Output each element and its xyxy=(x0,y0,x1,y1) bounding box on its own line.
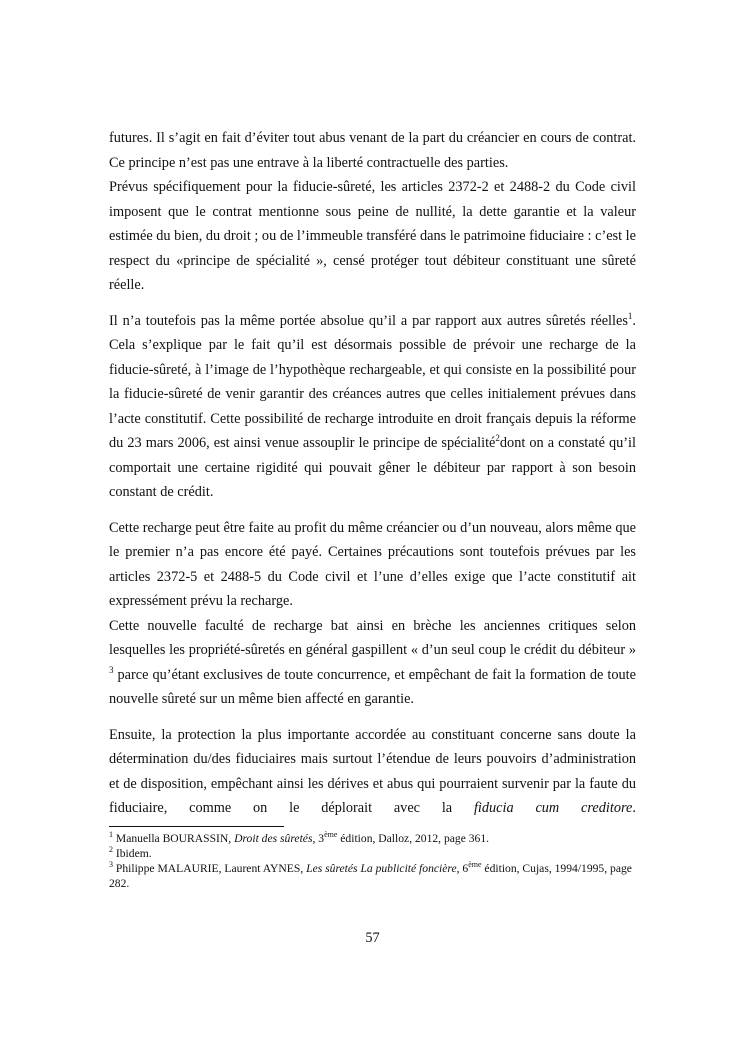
footnote-text: édition, Dalloz, 2012, page 361. xyxy=(337,831,490,845)
footnote-superscript: ème xyxy=(468,859,482,869)
paragraph-recharge-intro xyxy=(109,309,636,505)
paragraph-text: futures. Il s’agit en fait d’éviter tout abus venant de la part du créancier en cours de contrat. Ce principe n’est pas une entrave à la liberté contractuelle des parties. xyxy=(109,130,636,171)
footnote-number: 3 xyxy=(109,859,113,869)
footnote-1 xyxy=(109,831,636,846)
footnote-2 xyxy=(109,846,636,861)
footnote-title: Les sûretés La publicité foncière xyxy=(306,861,457,875)
footnote-ref-1: 1 xyxy=(627,310,633,321)
paragraph-text: Cette nouvelle faculté de recharge bat ainsi en brèche les anciennes critiques selon lesquelles les propriété-sûretés en général gaspillent « d’un seul coup le crédit du débiteur » xyxy=(109,617,636,658)
footnote-ref-2: 2 xyxy=(495,433,500,444)
footnote-text: 3 xyxy=(315,831,325,845)
paragraph-text: Ensuite, la protection la plus importante accordée au constituant concerne sans doute la détermination du/des fiduciaires mais surtout l’étendue de leurs pouvoirs d’administration et de disposition, empêchant ainsi les dérives et abus qui pourraient survenir par la faute du fiduciaire, comme on le déplorait avec la xyxy=(109,726,636,816)
paragraph-text: . Cela s’explique par le fait qu’il est désormais possible de prévoir une recharge de la fiducie-sûreté, à l’image de l’hypothèque rechargeable, et qui consiste en la possibilité pour la fiducie-sûreté de venir garantir des créances autres que celles initialement prévues dans l’acte constitutif. Cette possibilité de recharge introduite en droit français depuis la réforme du 23 mars 2006, est ainsi venue assouplir le principe de spécialité xyxy=(109,312,636,451)
paragraph-text: Cette recharge peut être faite au profit du même créancier ou d’un nouveau, alors même que le premier n’a pas encore été payé. Certaines précautions sont toutefois prévues par les articles 2372-5 et 2488-5 du Code civil et l’une d’elles exige que l’acte constitutif ait expressément prévu la recharge. xyxy=(109,519,636,609)
footnote-ref-3: 3 xyxy=(109,664,114,675)
page-number: 57 xyxy=(365,930,380,946)
footnote-title: Droit des sûretés, xyxy=(234,831,316,845)
footnote-text: , 6 xyxy=(456,861,469,875)
document-page xyxy=(109,126,636,891)
paragraph-text: Prévus spécifiquement pour la fiducie-sûreté, les articles 2372-2 et 2488-2 du Code civil imposent que le contrat mentionne sous peine de nullité, la dette garantie et la valeur estimée du bien, du droit ; ou de l’immeuble transféré dans le patrimoine fiduciaire : c’est le respect du «principe de spécialité », censé protéger tout débiteur constituant une sûreté réelle. xyxy=(109,179,636,293)
footnote-text: Ibidem. xyxy=(113,846,152,860)
paragraph-recharge-creancier xyxy=(109,516,636,614)
footnote-3 xyxy=(109,861,636,891)
footnote-text: Manuella BOURASSIN, xyxy=(113,831,235,845)
paragraph-faculte-recharge xyxy=(109,614,636,712)
paragraph-specialite xyxy=(109,175,636,298)
footnote-number: 2 xyxy=(109,844,113,854)
paragraph-text: parce qu’étant exclusives de toute concurrence, et empêchant de fait la formation de toute nouvelle sûreté sur un même bien affecté en garantie. xyxy=(109,666,636,707)
italic-term: fiducia cum creditore xyxy=(473,800,633,816)
paragraph-continuation xyxy=(109,126,636,175)
footnote-text: Philippe MALAURIE, Laurent AYNES, xyxy=(113,861,307,875)
footnote-superscript: ème xyxy=(324,829,338,839)
footnote-separator xyxy=(109,826,284,827)
paragraph-text: . xyxy=(632,800,636,816)
paragraph-protection xyxy=(109,723,636,821)
paragraph-text: Il n’a toutefois pas la même portée absolue qu’il a par rapport aux autres sûretés réelles xyxy=(109,312,628,329)
footnote-number: 1 xyxy=(109,829,113,839)
footnote-text: édition, Cujas, 1994/1995, page 282. xyxy=(109,861,632,890)
paragraph-text: dont on a constaté qu’il comportait une certaine rigidité qui pouvait gêner le débiteur par rapport à son besoin constant de crédit. xyxy=(109,435,636,500)
